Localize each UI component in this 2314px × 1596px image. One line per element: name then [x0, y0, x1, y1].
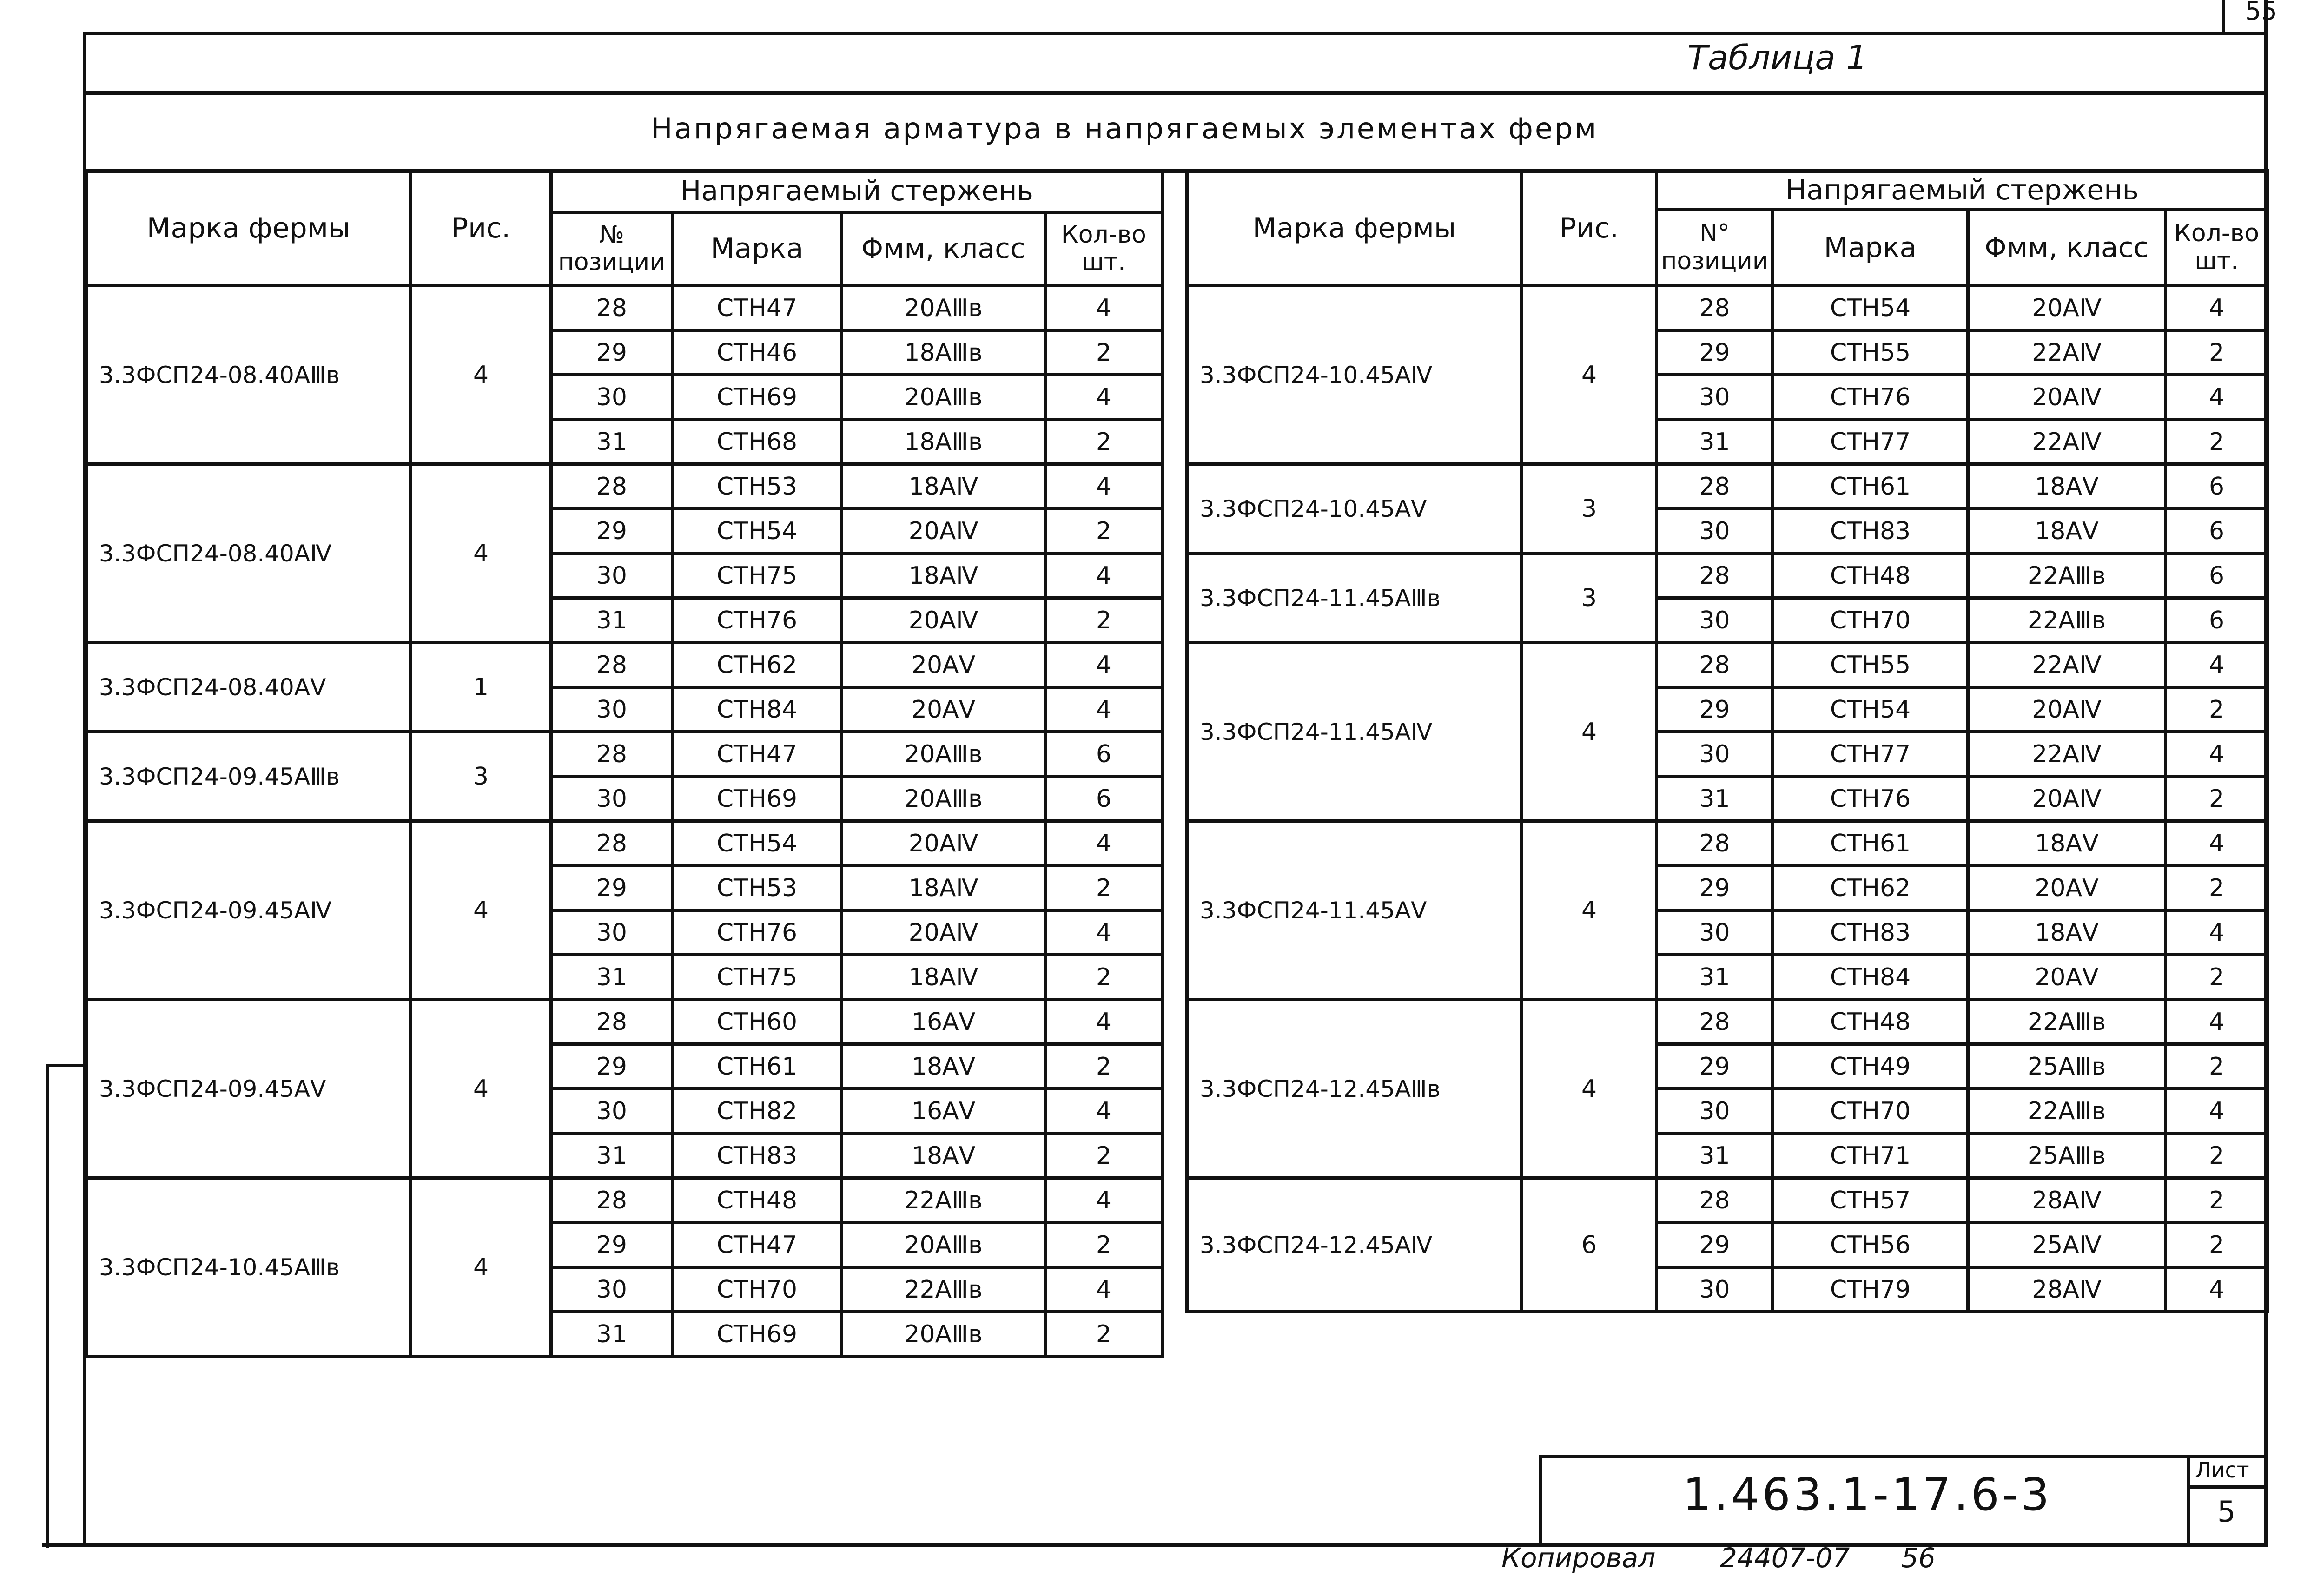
diameter-class-cell: 18АⅤ [1968, 910, 2166, 955]
table-row [1187, 554, 2268, 598]
quantity-cell: 4 [1045, 286, 1162, 330]
rod-mark-cell: СТН71 [1773, 1134, 1968, 1178]
truss-mark-cell: 3.3ФСП24-08.40АⅣ [86, 464, 411, 643]
diameter-class-cell: 20АⅤ [1968, 866, 2166, 910]
header-quantity: Кол-во шт. [1045, 212, 1162, 285]
quantity-cell: 2 [2166, 866, 2268, 910]
diameter-class-cell: 18АⅣ [842, 554, 1045, 598]
quantity-cell: 2 [1045, 598, 1162, 643]
position-cell: 30 [551, 910, 672, 955]
quantity-cell: 4 [2166, 821, 2268, 866]
position-cell: 29 [1657, 866, 1773, 910]
table-row [1187, 1178, 2268, 1223]
quantity-cell: 4 [2166, 1000, 2268, 1044]
rod-mark-cell: СТН54 [672, 509, 842, 554]
rod-mark-cell: СТН61 [1773, 464, 1968, 509]
diameter-class-cell: 18АⅤ [1968, 464, 2166, 509]
diameter-class-cell: 20АⅣ [1968, 375, 2166, 420]
table-title: Напрягаемая арматура в напрягаемых элементах ферм [651, 112, 1599, 145]
diameter-class-cell: 22АⅢв [1968, 554, 2166, 598]
table-row [86, 464, 1163, 509]
quantity-cell: 4 [1045, 910, 1162, 955]
diameter-class-cell: 20АⅢв [842, 1223, 1045, 1267]
rod-mark-cell: СТН53 [672, 866, 842, 910]
diameter-class-cell: 20АⅣ [1968, 777, 2166, 821]
quantity-cell: 4 [1045, 554, 1162, 598]
header-figure: Рис. [411, 171, 551, 286]
truss-mark-cell: 3.3ФСП24-10.45АⅤ [1187, 464, 1522, 554]
position-cell: 29 [551, 509, 672, 554]
figure-cell: 4 [1522, 821, 1657, 1000]
rod-mark-cell: СТН75 [672, 554, 842, 598]
quantity-cell: 4 [2166, 643, 2268, 687]
position-cell: 31 [1657, 955, 1773, 1000]
rod-mark-cell: СТН77 [1773, 732, 1968, 777]
header-diameter-class-right: Φмм, класс [1968, 210, 2166, 286]
figure-cell: 4 [411, 286, 551, 464]
rod-mark-cell: СТН56 [1773, 1223, 1968, 1267]
table-row [1187, 821, 2268, 866]
position-cell: 28 [1657, 821, 1773, 866]
position-cell: 28 [551, 1178, 672, 1223]
quantity-cell: 4 [1045, 821, 1162, 866]
rod-mark-cell: СТН47 [672, 286, 842, 330]
rod-mark-cell: СТН62 [672, 643, 842, 687]
diameter-class-cell: 20АⅣ [842, 821, 1045, 866]
position-cell: 29 [551, 1044, 672, 1089]
diameter-class-cell: 20АⅢв [842, 286, 1045, 330]
rod-mark-cell: СТН70 [1773, 1089, 1968, 1134]
position-cell: 30 [1657, 910, 1773, 955]
rod-mark-cell: СТН55 [1773, 643, 1968, 687]
diameter-class-cell: 18АⅣ [842, 866, 1045, 910]
rod-mark-cell: СТН48 [1773, 1000, 1968, 1044]
rod-mark-cell: СТН54 [672, 821, 842, 866]
quantity-cell: 2 [1045, 1044, 1162, 1089]
header-diameter-class: Φмм, класс [842, 212, 1045, 285]
diameter-class-cell: 20АⅢв [842, 375, 1045, 420]
document-code: 1.463.1-17.6-3 [1683, 1469, 2052, 1521]
rod-mark-cell: СТН77 [1773, 420, 1968, 464]
position-cell: 28 [1657, 643, 1773, 687]
diameter-class-cell: 18АⅤ [1968, 509, 2166, 554]
truss-mark-cell: 3.3ФСП24-11.45АⅣ [1187, 643, 1522, 821]
diameter-class-cell: 22АⅣ [1968, 643, 2166, 687]
header-figure-right: Рис. [1522, 171, 1657, 286]
header-truss-mark: Марка фермы [86, 171, 411, 286]
truss-mark-cell: 3.3ФСП24-11.45АⅢв [1187, 554, 1522, 643]
table-row [1187, 643, 2268, 687]
rod-mark-cell: СТН83 [1773, 910, 1968, 955]
quantity-cell: 4 [2166, 286, 2268, 330]
diameter-class-cell: 20АⅢв [842, 777, 1045, 821]
diameter-class-cell: 18АⅣ [842, 955, 1045, 1000]
position-cell: 31 [1657, 420, 1773, 464]
position-cell: 29 [1657, 687, 1773, 732]
position-cell: 28 [1657, 554, 1773, 598]
diameter-class-cell: 22АⅢв [842, 1267, 1045, 1312]
diameter-class-cell: 20АⅣ [1968, 687, 2166, 732]
quantity-cell: 6 [2166, 509, 2268, 554]
quantity-cell: 2 [2166, 420, 2268, 464]
position-cell: 28 [1657, 1178, 1773, 1223]
diameter-class-cell: 25АⅢв [1968, 1134, 2166, 1178]
rod-mark-cell: СТН54 [1773, 687, 1968, 732]
diameter-class-cell: 20АⅤ [842, 643, 1045, 687]
quantity-cell: 4 [2166, 375, 2268, 420]
binding-strip-line [46, 1064, 49, 1548]
diameter-class-cell: 20АⅣ [842, 598, 1045, 643]
caption-divider [83, 91, 2268, 95]
diameter-class-cell: 28АⅣ [1968, 1267, 2166, 1312]
rod-mark-cell: СТН60 [672, 1000, 842, 1044]
rod-mark-cell: СТН47 [672, 732, 842, 777]
quantity-cell: 2 [2166, 687, 2268, 732]
quantity-cell: 4 [1045, 1089, 1162, 1134]
quantity-cell: 2 [2166, 955, 2268, 1000]
position-cell: 28 [1657, 1000, 1773, 1044]
header-rod-group: Напрягаемый стержень [551, 171, 1163, 212]
rod-mark-cell: СТН69 [672, 1312, 842, 1357]
rod-mark-cell: СТН53 [672, 464, 842, 509]
diameter-class-cell: 16АⅤ [842, 1089, 1045, 1134]
quantity-cell: 2 [2166, 1134, 2268, 1178]
diameter-class-cell: 20АⅢв [842, 732, 1045, 777]
diameter-class-cell: 25АⅣ [1968, 1223, 2166, 1267]
header-quantity-right: Кол-во шт. [2166, 210, 2268, 286]
rod-mark-cell: СТН68 [672, 420, 842, 464]
quantity-cell: 6 [2166, 598, 2268, 643]
truss-mark-cell: 3.3ФСП24-12.45АⅢв [1187, 1000, 1522, 1178]
position-cell: 30 [1657, 598, 1773, 643]
diameter-class-cell: 22АⅣ [1968, 732, 2166, 777]
header-rod-mark: Марка [672, 212, 842, 285]
order-number: 24407-07 [1720, 1542, 1850, 1574]
quantity-cell: 2 [1045, 509, 1162, 554]
rod-mark-cell: СТН54 [1773, 286, 1968, 330]
truss-mark-cell: 3.3ФСП24-12.45АⅣ [1187, 1178, 1522, 1312]
diameter-class-cell: 18АⅢв [842, 330, 1045, 375]
diameter-class-cell: 18АⅤ [842, 1044, 1045, 1089]
position-cell: 30 [1657, 509, 1773, 554]
position-cell: 28 [551, 643, 672, 687]
copied-by-label: Копировал [1501, 1542, 1656, 1574]
figure-cell: 4 [1522, 643, 1657, 821]
position-cell: 30 [551, 687, 672, 732]
diameter-class-cell: 20АⅤ [842, 687, 1045, 732]
diameter-class-cell: 20АⅣ [1968, 286, 2166, 330]
right-rebar-table [1185, 169, 2269, 1313]
rod-mark-cell: СТН62 [1773, 866, 1968, 910]
table-row [1187, 1000, 2268, 1044]
quantity-cell: 6 [2166, 554, 2268, 598]
rod-mark-cell: СТН46 [672, 330, 842, 375]
position-cell: 30 [551, 777, 672, 821]
binding-strip-tick [46, 1064, 88, 1067]
sheet-label-divider [2187, 1485, 2268, 1489]
position-cell: 30 [1657, 1089, 1773, 1134]
rod-mark-cell: СТН79 [1773, 1267, 1968, 1312]
position-cell: 31 [551, 955, 672, 1000]
rod-mark-cell: СТН75 [672, 955, 842, 1000]
rod-mark-cell: СТН76 [672, 598, 842, 643]
position-cell: 30 [1657, 375, 1773, 420]
table-row [1187, 286, 2268, 330]
quantity-cell: 4 [1045, 1000, 1162, 1044]
rod-mark-cell: СТН82 [672, 1089, 842, 1134]
quantity-cell: 6 [1045, 732, 1162, 777]
quantity-cell: 6 [2166, 464, 2268, 509]
rod-mark-cell: СТН61 [672, 1044, 842, 1089]
rod-mark-cell: СТН70 [672, 1267, 842, 1312]
quantity-cell: 2 [2166, 1044, 2268, 1089]
frame-top-line [83, 32, 2268, 35]
quantity-cell: 2 [1045, 955, 1162, 1000]
truss-mark-cell: 3.3ФСП24-08.40АⅤ [86, 643, 411, 732]
truss-mark-cell: 3.3ФСП24-09.45АⅢв [86, 732, 411, 821]
position-cell: 31 [551, 1312, 672, 1357]
figure-cell: 4 [1522, 1000, 1657, 1178]
diameter-class-cell: 18АⅤ [842, 1134, 1045, 1178]
rod-mark-cell: СТН47 [672, 1223, 842, 1267]
truss-mark-cell: 3.3ФСП24-09.45АⅤ [86, 1000, 411, 1178]
quantity-cell: 4 [1045, 1267, 1162, 1312]
position-cell: 28 [551, 821, 672, 866]
figure-cell: 1 [411, 643, 551, 732]
figure-cell: 6 [1522, 1178, 1657, 1312]
quantity-cell: 2 [2166, 330, 2268, 375]
figure-cell: 4 [411, 1000, 551, 1178]
diameter-class-cell: 28АⅣ [1968, 1178, 2166, 1223]
position-cell: 30 [551, 1267, 672, 1312]
rod-mark-cell: СТН69 [672, 777, 842, 821]
table-row [86, 643, 1163, 687]
figure-cell: 4 [411, 821, 551, 1000]
position-cell: 30 [1657, 732, 1773, 777]
quantity-cell: 6 [1045, 777, 1162, 821]
quantity-cell: 2 [1045, 866, 1162, 910]
diameter-class-cell: 20АⅤ [1968, 955, 2166, 1000]
sheet-corner-number: 55 [2245, 0, 2277, 26]
diameter-class-cell: 22АⅢв [1968, 1089, 2166, 1134]
diameter-class-cell: 18АⅣ [842, 464, 1045, 509]
rod-mark-cell: СТН83 [672, 1134, 842, 1178]
figure-cell: 3 [1522, 464, 1657, 554]
header-rod-group-right: Напрягаемый стержень [1657, 171, 2268, 210]
position-cell: 28 [551, 286, 672, 330]
header-position-no-right: N° позиции [1657, 210, 1773, 286]
position-cell: 30 [551, 554, 672, 598]
quantity-cell: 2 [1045, 1312, 1162, 1357]
table-row [86, 286, 1163, 330]
figure-cell: 4 [411, 1178, 551, 1357]
quantity-cell: 4 [1045, 643, 1162, 687]
rod-mark-cell: СТН76 [1773, 777, 1968, 821]
rod-mark-cell: СТН49 [1773, 1044, 1968, 1089]
position-cell: 30 [551, 375, 672, 420]
position-cell: 31 [551, 420, 672, 464]
position-cell: 29 [551, 330, 672, 375]
position-cell: 29 [1657, 1223, 1773, 1267]
truss-mark-cell: 3.3ФСП24-11.45АⅤ [1187, 821, 1522, 1000]
rod-mark-cell: СТН61 [1773, 821, 1968, 866]
title-block-divider [2187, 1455, 2190, 1547]
rod-mark-cell: СТН76 [672, 910, 842, 955]
table-row [1187, 464, 2268, 509]
truss-mark-cell: 3.3ФСП24-08.40АⅢв [86, 286, 411, 464]
position-cell: 29 [551, 1223, 672, 1267]
quantity-cell: 2 [1045, 1223, 1162, 1267]
position-cell: 29 [1657, 1044, 1773, 1089]
quantity-cell: 2 [2166, 777, 2268, 821]
quantity-cell: 4 [1045, 375, 1162, 420]
rod-mark-cell: СТН76 [1773, 375, 1968, 420]
diameter-class-cell: 22АⅢв [1968, 598, 2166, 643]
rod-mark-cell: СТН55 [1773, 330, 1968, 375]
quantity-cell: 4 [1045, 687, 1162, 732]
rod-mark-cell: СТН48 [1773, 554, 1968, 598]
truss-mark-cell: 3.3ФСП24-10.45АⅢв [86, 1178, 411, 1357]
diameter-class-cell: 18АⅢв [842, 420, 1045, 464]
diameter-class-cell: 25АⅢв [1968, 1044, 2166, 1089]
footer-page: 56 [1901, 1542, 1936, 1574]
diameter-class-cell: 16АⅤ [842, 1000, 1045, 1044]
figure-cell: 3 [1522, 554, 1657, 643]
position-cell: 28 [551, 1000, 672, 1044]
rod-mark-cell: СТН69 [672, 375, 842, 420]
diameter-class-cell: 22АⅢв [1968, 1000, 2166, 1044]
table-row [86, 1000, 1163, 1044]
header-position-no: № позиции [551, 212, 672, 285]
header-truss-mark-right: Марка фермы [1187, 171, 1522, 286]
quantity-cell: 2 [1045, 330, 1162, 375]
table-caption: Таблица 1 [1687, 38, 1868, 77]
position-cell: 30 [1657, 1267, 1773, 1312]
position-cell: 28 [551, 732, 672, 777]
position-cell: 28 [551, 464, 672, 509]
rod-mark-cell: СТН84 [1773, 955, 1968, 1000]
diameter-class-cell: 18АⅤ [1968, 821, 2166, 866]
rod-mark-cell: СТН84 [672, 687, 842, 732]
quantity-cell: 2 [1045, 1134, 1162, 1178]
figure-cell: 4 [411, 464, 551, 643]
figure-cell: 3 [411, 732, 551, 821]
position-cell: 30 [551, 1089, 672, 1134]
quantity-cell: 4 [2166, 732, 2268, 777]
position-cell: 28 [1657, 286, 1773, 330]
header-rod-mark-right: Марка [1773, 210, 1968, 286]
quantity-cell: 4 [2166, 1267, 2268, 1312]
quantity-cell: 2 [2166, 1223, 2268, 1267]
table-row [86, 821, 1163, 866]
position-cell: 31 [1657, 777, 1773, 821]
position-cell: 29 [551, 866, 672, 910]
figure-cell: 4 [1522, 286, 1657, 464]
quantity-cell: 2 [2166, 1178, 2268, 1223]
position-cell: 31 [551, 598, 672, 643]
diameter-class-cell: 20АⅣ [842, 509, 1045, 554]
position-cell: 28 [1657, 464, 1773, 509]
corner-tick [2222, 0, 2225, 32]
rod-mark-cell: СТН57 [1773, 1178, 1968, 1223]
quantity-cell: 2 [1045, 420, 1162, 464]
diameter-class-cell: 22АⅣ [1968, 330, 2166, 375]
quantity-cell: 4 [1045, 1178, 1162, 1223]
diameter-class-cell: 20АⅣ [842, 910, 1045, 955]
diameter-class-cell: 22АⅢв [842, 1178, 1045, 1223]
quantity-cell: 4 [2166, 1089, 2268, 1134]
quantity-cell: 4 [2166, 910, 2268, 955]
sheet-label: Лист [2195, 1458, 2249, 1483]
position-cell: 29 [1657, 330, 1773, 375]
table-row [86, 1178, 1163, 1223]
table-row [86, 732, 1163, 777]
rod-mark-cell: СТН70 [1773, 598, 1968, 643]
position-cell: 31 [551, 1134, 672, 1178]
position-cell: 31 [1657, 1134, 1773, 1178]
sheet-number: 5 [2217, 1495, 2236, 1529]
truss-mark-cell: 3.3ФСП24-09.45АⅣ [86, 821, 411, 1000]
quantity-cell: 4 [1045, 464, 1162, 509]
left-rebar-table [85, 169, 1164, 1358]
diameter-class-cell: 22АⅣ [1968, 420, 2166, 464]
diameter-class-cell: 20АⅢв [842, 1312, 1045, 1357]
rod-mark-cell: СТН83 [1773, 509, 1968, 554]
rod-mark-cell: СТН48 [672, 1178, 842, 1223]
truss-mark-cell: 3.3ФСП24-10.45АⅣ [1187, 286, 1522, 464]
